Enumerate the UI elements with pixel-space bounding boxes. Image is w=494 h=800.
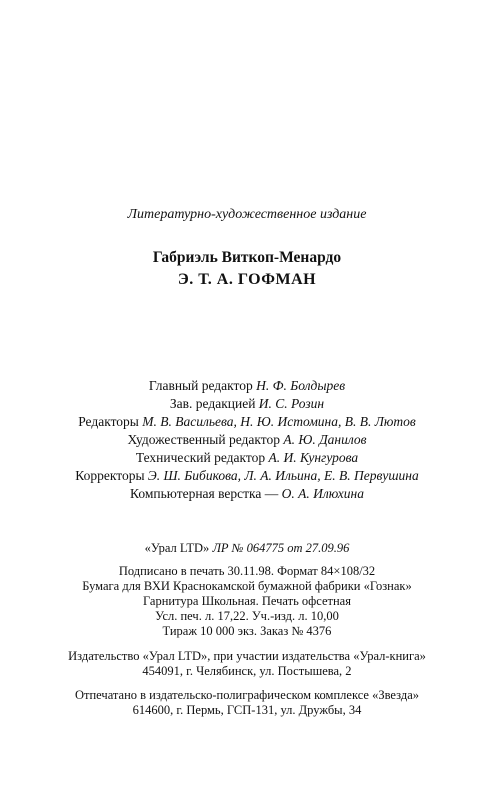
credit-names: И. С. Розин [258, 396, 325, 411]
credit-role: Зав. редакцией [169, 396, 256, 411]
print-info-line: Тираж 10 000 экз. Заказ № 4376 [162, 624, 332, 638]
credit-role: Редакторы [78, 414, 139, 429]
license-number: ЛР № 064775 от 27.09.96 [212, 541, 350, 555]
credit-editors [0, 415, 494, 429]
credit-role: Компьютерная верстка — [130, 486, 279, 501]
publisher-address: 454091, г. Челябинск, ул. Постышева, 2 [142, 664, 352, 678]
printer-address: 614600, г. Пермь, ГСП-131, ул. Дружбы, 34 [132, 703, 362, 717]
printer-line: Отпечатано в издательско-полиграфическом комплексе «Звезда» [75, 688, 419, 702]
credit-technical-editor [0, 451, 494, 465]
genre-line: Литературно-художественное издание [127, 207, 367, 222]
credit-role: Технический редактор [135, 450, 266, 465]
credit-proofreaders [0, 469, 494, 483]
credit-names: Н. Ф. Болдырев [256, 378, 346, 393]
print-info-line: Усл. печ. л. 17,22. Уч.-изд. л. 10,00 [155, 609, 339, 623]
credit-role: Художественный редактор [127, 432, 281, 447]
print-info-line: Гарнитура Школьная. Печать офсетная [143, 594, 351, 608]
credit-names: А. Ю. Данилов [283, 432, 367, 447]
author-name: Габриэль Виткоп-Менардо [152, 249, 342, 266]
credit-names: А. И. Кунгурова [268, 450, 359, 465]
credit-layout [0, 487, 494, 501]
credit-role: Главный редактор [148, 378, 253, 393]
print-info-line: Бумага для ВХИ Краснокамской бумажной фабрики «Гознак» [82, 579, 412, 593]
license-line [0, 542, 494, 555]
credit-role: Корректоры [75, 468, 145, 483]
credit-art-editor [0, 433, 494, 447]
credit-names: Э. Ш. Бибикова, Л. А. Ильина, Е. В. Первушина [147, 468, 419, 483]
license-publisher: «Урал LTD» [144, 541, 210, 555]
credit-chief-editor [0, 379, 494, 393]
credit-names: О. А. Илюхина [281, 486, 364, 501]
book-title: Э. Т. А. ГОФМАН [177, 271, 317, 288]
credit-names: М. В. Васильева, Н. Ю. Истомина, В. В. Лютов [142, 414, 416, 429]
credit-head-of-editorial [0, 397, 494, 411]
print-info-line: Подписано в печать 30.11.98. Формат 84×108/32 [118, 564, 376, 578]
publisher-line: Издательство «Урал LTD», при участии издательства «Урал-книга» [68, 649, 426, 663]
